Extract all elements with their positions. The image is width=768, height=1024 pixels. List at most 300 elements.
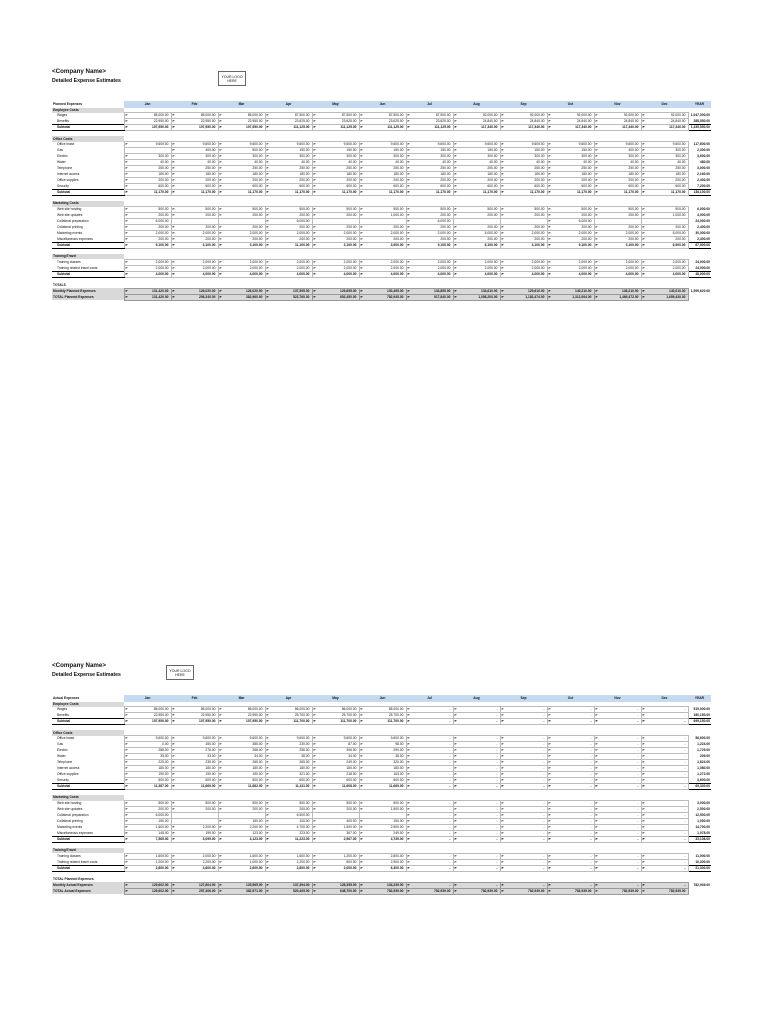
value-cell: ₱ 200.00 <box>171 213 218 219</box>
row-label: Benefits <box>57 713 69 718</box>
row-label: Collateral printing <box>57 819 83 824</box>
total-cell: ₱ 1,659,430.00 <box>641 294 688 300</box>
month-header: Jul <box>406 101 453 108</box>
value-cell: ₱ 249.00 <box>359 831 406 837</box>
total-cell: ₱ 782,939.00 <box>453 888 500 894</box>
value-cell: ₱ 23,625.00 <box>359 119 406 125</box>
value-cell: ₱ 180.00 <box>312 766 359 772</box>
year-total-cell: 1,729.00 <box>697 748 710 753</box>
subtotal-cell: ₱ 4,000.00 <box>171 271 218 277</box>
value-cell: ₱ 199.00 <box>171 831 218 837</box>
value-cell: ₱ 23,625.00 <box>312 119 359 125</box>
value-cell: ₱ - <box>406 825 453 831</box>
value-cell: ₱ 9,600.00 <box>453 142 500 148</box>
value-cell: ₱ 1,200.00 <box>265 859 312 865</box>
value-cell: ₱ 600.00 <box>124 778 171 784</box>
value-cell: ₱ 300.00 <box>594 154 641 160</box>
row-label: Collateral preparation <box>57 219 89 224</box>
value-cell: ₱ 200.00 <box>312 237 359 243</box>
value-cell: ₱ 6,000.00 <box>547 219 594 225</box>
value-cell: ₱ 22,950.00 <box>171 713 218 719</box>
year-total-cell: 12,500.00 <box>695 813 710 818</box>
value-cell: ₱ 200.00 <box>594 178 641 184</box>
value-cell: ₱ 24,840.00 <box>453 119 500 125</box>
value-cell: ₱ 85,000.00 <box>171 707 218 713</box>
subtotal-cell: ₱ 11,387.00 <box>124 784 171 790</box>
value-cell: ₱ - <box>594 766 641 772</box>
year-total-cell: 288,550.00 <box>693 119 710 124</box>
value-cell: ₱ - <box>594 742 641 748</box>
year-total-cell: 1,624.00 <box>697 760 710 765</box>
value-cell: ₱ 500.00 <box>218 801 265 807</box>
value-cell: ₱ 163.00 <box>359 772 406 778</box>
value-cell: ₱ 2,000.00 <box>500 265 547 271</box>
row-label: Web site updates <box>57 807 83 812</box>
subtotal-cell: ₱ 4,739.00 <box>359 837 406 843</box>
value-cell: ₱ 200.00 <box>547 213 594 219</box>
subtotal-cell: ₱ 11,170.00 <box>218 190 265 196</box>
total-cell: ₱ 129,695.00 <box>312 288 359 294</box>
value-cell: ₱ - <box>547 825 594 831</box>
subtotal-cell: ₱ 11,170.00 <box>359 190 406 196</box>
year-total-cell: 2,300.00 <box>697 148 710 153</box>
total-cell: ₱ - <box>453 882 500 888</box>
total-cell: ₱ 782,939.00 <box>359 888 406 894</box>
value-cell: ₱ 500.00 <box>124 801 171 807</box>
value-cell: ₱ 6,000.00 <box>406 219 453 225</box>
total-cell: ₱ 648,700.00 <box>312 888 359 894</box>
value-cell: ₱ 2,000.00 <box>312 231 359 237</box>
value-cell: ₱ 223.00 <box>265 831 312 837</box>
total-cell: ₱ 136,210.00 <box>594 288 641 294</box>
value-cell: ₱ 250.00 <box>500 166 547 172</box>
subtotal-cell: ₱ 11,223.00 <box>265 837 312 843</box>
value-cell: ₱ 200.00 <box>594 237 641 243</box>
value-cell: ₱ - <box>500 819 547 825</box>
company-name: <Company Name> <box>52 68 106 75</box>
value-cell: ₱ 256.00 <box>265 748 312 754</box>
value-cell: ₱ 250.00 <box>359 166 406 172</box>
year-total-cell: 1,047,000.00 <box>690 113 710 118</box>
value-cell: ₱ 180.00 <box>312 172 359 178</box>
subtotal-cell: ₱ 4,000.00 <box>641 271 688 277</box>
value-cell: ₱ 321.00 <box>265 772 312 778</box>
value-cell: ₱ - <box>547 707 594 713</box>
value-cell: ₱ - <box>453 713 500 719</box>
row-label: Telephone <box>57 760 73 765</box>
value-cell: ₱ 367.00 <box>312 831 359 837</box>
value-cell: ₱ 1,000.00 <box>641 213 688 219</box>
value-cell: ₱ 200.00 <box>218 225 265 231</box>
value-cell: ₱ - <box>594 831 641 837</box>
subtotal-label: Subtotal <box>52 125 124 131</box>
value-cell: ₱ - <box>406 742 453 748</box>
value-cell: ₱ - <box>453 742 500 748</box>
value-cell: ₱ 1,600.00 <box>265 853 312 859</box>
value-cell: ₱ 85,000.00 <box>218 707 265 713</box>
value-cell: ₱ 200.00 <box>171 178 218 184</box>
value-cell: ₱ 300.00 <box>265 154 312 160</box>
value-cell: ₱ 1,500.00 <box>359 807 406 813</box>
value-cell: ₱ 225.00 <box>124 760 171 766</box>
value-cell: ₱ 500.00 <box>265 801 312 807</box>
value-cell: ₱ - <box>641 760 688 766</box>
subtotal-cell: ₱ 2,600.00 <box>218 865 265 871</box>
value-cell: ₱ - <box>500 801 547 807</box>
value-cell: ₱ 300.00 <box>312 154 359 160</box>
value-cell: ₱ - <box>406 801 453 807</box>
value-cell: ₱ 2,000.00 <box>453 259 500 265</box>
value-cell: ₱ 500.00 <box>500 207 547 213</box>
value-cell: ₱ 2,000.00 <box>406 265 453 271</box>
value-cell: ₱ 250.00 <box>171 166 218 172</box>
value-cell: ₱ - <box>453 766 500 772</box>
value-cell: ₱ 600.00 <box>547 184 594 190</box>
value-cell: ₱ - <box>547 760 594 766</box>
total-label: TOTAL Planned Expenses <box>52 294 124 300</box>
subtotal-cell: ₱ 9,100.00 <box>124 243 171 249</box>
value-cell: ₱ 180.00 <box>171 766 218 772</box>
value-cell: ₱ 300.00 <box>171 154 218 160</box>
total-cell: ₱ 782,945.00 <box>359 294 406 300</box>
value-cell: ₱ 250.00 <box>265 166 312 172</box>
total-cell: ₱ - <box>406 882 453 888</box>
value-cell: ₱ 2,000.00 <box>594 259 641 265</box>
subtotal-cell: ₱ 6,900.00 <box>641 243 688 249</box>
subtotal-cell: ₱ 11,170.00 <box>406 190 453 196</box>
total-cell: ₱ 130,495.00 <box>359 288 406 294</box>
value-cell: ₱ 2,000.00 <box>218 265 265 271</box>
value-cell: ₱ - <box>594 778 641 784</box>
year-total-cell: 1,000.00 <box>697 819 710 824</box>
value-cell: ₱ 200.00 <box>171 225 218 231</box>
row-label: Electric <box>57 154 68 159</box>
subtotal-cell: ₱ 11,170.00 <box>500 190 547 196</box>
value-cell: ₱ 200.00 <box>594 225 641 231</box>
value-cell: ₱ 276.00 <box>171 748 218 754</box>
year-total-cell: 480.00 <box>699 160 710 165</box>
total-cell: ₱ 1,469,472.00 <box>594 294 641 300</box>
value-cell: ₱ - <box>500 742 547 748</box>
month-header: Jul <box>406 695 453 702</box>
subtotal-cell: ₱ 9,100.00 <box>406 243 453 249</box>
subtotal-cell: ₱ 4,000.00 <box>500 271 547 277</box>
value-cell: ₱ 40.00 <box>359 160 406 166</box>
total-row <box>52 294 711 300</box>
value-cell: ₱ 200.00 <box>500 225 547 231</box>
month-header: May <box>312 695 359 702</box>
value-cell: ₱ 180.00 <box>265 172 312 178</box>
value-cell: ₱ 180.00 <box>359 766 406 772</box>
month-header: Sep <box>500 695 547 702</box>
value-cell: ₱ 145.00 <box>124 831 171 837</box>
value-cell: ₱ 92,000.00 <box>641 113 688 119</box>
row-label: Internet access <box>57 766 80 771</box>
value-cell: ₱ - <box>641 819 688 825</box>
year-total-cell: 1,272.00 <box>697 772 710 777</box>
value-cell: ₱ - <box>641 853 688 859</box>
value-cell: ₱ 450.00 <box>171 742 218 748</box>
value-cell: ₱ - <box>641 748 688 754</box>
value-cell: ₱ - <box>453 801 500 807</box>
value-cell: ₱ - <box>641 825 688 831</box>
subtotal-cell: ₱ 111,125.00 <box>359 125 406 131</box>
subtotal-cell: ₱ 107,950.00 <box>218 125 265 131</box>
value-cell: ₱ 2,800.00 <box>359 853 406 859</box>
value-cell: ₱ 600.00 <box>218 184 265 190</box>
year-total-cell: 209.00 <box>699 754 710 759</box>
value-cell: ₱ 190.00 <box>218 772 265 778</box>
value-cell: ₱ 85,000.00 <box>218 113 265 119</box>
subtotal-cell: ₱ - <box>547 837 594 843</box>
subtotal-label: Subtotal <box>52 719 124 725</box>
value-cell: ₱ 200.00 <box>406 237 453 243</box>
subtotal-cell: ₱ 2,800.00 <box>124 865 171 871</box>
value-cell: ₱ - <box>406 707 453 713</box>
value-cell: ₱ 2,900.00 <box>359 859 406 865</box>
value-cell: ₱ 200.00 <box>171 237 218 243</box>
value-cell: ₱ - <box>594 807 641 813</box>
value-cell: ₱ - <box>594 707 641 713</box>
document-title: Detailed Expense Estimates <box>52 672 121 678</box>
value-cell: ₱ - <box>500 778 547 784</box>
value-cell: ₱ - <box>547 813 594 819</box>
value-cell: ₱ 200.00 <box>218 237 265 243</box>
value-cell: ₱ 0.00 <box>124 742 171 748</box>
row-label: Training classes <box>57 853 81 858</box>
total-cell: ₱ - <box>500 882 547 888</box>
value-cell: ₱ 300.00 <box>547 154 594 160</box>
value-cell: ₱ 180.00 <box>171 172 218 178</box>
subtotal-cell: ₱ 107,950.00 <box>171 719 218 725</box>
value-cell: ₱ 1,200.00 <box>124 859 171 865</box>
subtotal-cell: ₱ 3,099.00 <box>171 837 218 843</box>
value-cell: ₱ - <box>594 813 641 819</box>
value-cell: ₱ 24,840.00 <box>594 119 641 125</box>
subtotal-cell: ₱ 111,125.00 <box>312 125 359 131</box>
value-cell: ₱ 40.00 <box>312 160 359 166</box>
value-cell: ₱ 500.00 <box>312 207 359 213</box>
month-header: Jan <box>124 101 171 108</box>
value-cell: ₱ 6,000.00 <box>124 813 171 819</box>
value-cell: ₱ 1,600.00 <box>124 853 171 859</box>
subtotal-label: Subtotal <box>52 784 124 790</box>
value-cell: ₱ - <box>594 825 641 831</box>
value-cell: ₱ - <box>641 801 688 807</box>
value-cell: ₱ 2,000.00 <box>359 259 406 265</box>
value-cell: ₱ 92,000.00 <box>453 113 500 119</box>
row-label: Internet access <box>57 172 80 177</box>
total-cell: ₱ 126,020.00 <box>171 288 218 294</box>
year-total-cell: 56,600.00 <box>695 736 710 741</box>
value-cell: ₱ 9,600.00 <box>312 142 359 148</box>
subtotal-cell: ₱ 2,800.00 <box>265 865 312 871</box>
value-cell: ₱ 25,700.00 <box>265 713 312 719</box>
value-cell: ₱ 250.00 <box>124 166 171 172</box>
value-cell: ₱ 2,500.00 <box>359 825 406 831</box>
subtotal-label: Subtotal <box>52 865 124 871</box>
month-header: Oct <box>547 695 594 702</box>
value-cell: ₱ 190.00 <box>124 772 171 778</box>
total-cell: ₱ 125,565.00 <box>218 882 265 888</box>
year-total-cell: 24,000.00 <box>695 259 710 264</box>
section-title: Employee Costs <box>52 108 124 113</box>
month-header: Dec <box>641 101 688 108</box>
value-cell: ₱ 235.00 <box>171 760 218 766</box>
value-cell: ₱ 300.00 <box>218 154 265 160</box>
row-label: Office supplies <box>57 772 79 777</box>
month-header: May <box>312 101 359 108</box>
value-cell: ₱ 150.00 <box>218 819 265 825</box>
subtotal-cell: ₱ 111,700.00 <box>312 719 359 725</box>
month-header: Apr <box>265 695 312 702</box>
value-cell: ₱ - <box>406 807 453 813</box>
value-cell: ₱ 200.00 <box>312 178 359 184</box>
value-cell: ₱ 6,000.00 <box>265 219 312 225</box>
value-cell: ₱ - <box>406 813 453 819</box>
subtotal-cell: ₱ 2,000.00 <box>312 865 359 871</box>
value-cell: ₱ 306.00 <box>312 748 359 754</box>
value-cell: ₱ 5,000.00 <box>453 231 500 237</box>
value-cell: ₱ 400.00 <box>171 148 218 154</box>
value-cell: ₱ 22,950.00 <box>124 119 171 125</box>
total-cell: ₱ - <box>641 882 688 888</box>
value-cell: ₱ - <box>594 853 641 859</box>
subtotal-cell: ₱ 117,340.00 <box>453 125 500 131</box>
month-header: Jun <box>359 101 406 108</box>
value-cell: ₱ 600.00 <box>359 184 406 190</box>
row-label: Gas <box>57 742 64 747</box>
month-header: Nov <box>594 695 641 702</box>
row-label: Marketing events <box>57 231 83 236</box>
value-cell: ₱ - <box>594 760 641 766</box>
value-cell: ₱ 40.00 <box>641 160 688 166</box>
subtotal-year-cell: 699,150.00 <box>688 719 711 725</box>
row-label: Training related travel costs <box>57 859 98 864</box>
total-cell: ₱ 782,939.00 <box>500 888 547 894</box>
value-cell: ₱ 9,600.00 <box>124 736 171 742</box>
value-cell: ₱ - <box>406 853 453 859</box>
subtotal-cell: ₱ - <box>406 784 453 790</box>
value-cell: ₱ 2,000.00 <box>124 259 171 265</box>
value-cell: ₱ 200.00 <box>265 807 312 813</box>
value-cell: ₱ 250.00 <box>218 166 265 172</box>
row-label: Water <box>57 160 66 165</box>
subtotal-cell: ₱ 3,100.00 <box>500 243 547 249</box>
subtotal-label: Subtotal <box>52 190 124 196</box>
value-cell: ₱ - <box>500 754 547 760</box>
subtotal-cell: ₱ 11,669.00 <box>359 784 406 790</box>
subtotal-label: Subtotal <box>52 243 124 249</box>
value-cell: ₱ - <box>594 772 641 778</box>
total-cell: ₱ 652,450.00 <box>312 294 359 300</box>
subtotal-cell: ₱ 117,340.00 <box>641 125 688 131</box>
row-label: Collateral printing <box>57 225 83 230</box>
total-row <box>52 888 711 894</box>
value-cell: ₱ 180.00 <box>453 172 500 178</box>
row-label: Electric <box>57 748 68 753</box>
value-cell: ₱ 190.00 <box>359 819 406 825</box>
total-cell: ₱ 256,240.00 <box>171 294 218 300</box>
subtotal-cell: ₱ - <box>641 865 688 871</box>
value-cell: ₱ 600.00 <box>265 184 312 190</box>
value-cell: ₱ - <box>547 853 594 859</box>
value-cell: ₱ - <box>641 736 688 742</box>
subtotal-cell: ₱ 111,125.00 <box>265 125 312 131</box>
value-cell: ₱ 600.00 <box>171 184 218 190</box>
subtotal-cell: ₱ 11,170.00 <box>453 190 500 196</box>
total-year-cell <box>688 888 711 894</box>
value-cell: ₱ 22,950.00 <box>124 713 171 719</box>
total-cell: ₱ 522,760.00 <box>265 294 312 300</box>
total-year-cell: 1,599,620.00 <box>688 288 711 294</box>
value-cell: ₱ 2,000.00 <box>171 265 218 271</box>
value-cell: ₱ 180.00 <box>500 172 547 178</box>
value-cell: ₱ 85,000.00 <box>171 113 218 119</box>
subtotal-cell: ₱ 11,170.00 <box>594 190 641 196</box>
value-cell: ₱ 200.00 <box>124 178 171 184</box>
total-cell: ₱ 257,406.00 <box>171 888 218 894</box>
value-cell: ₱ 300.00 <box>453 154 500 160</box>
year-total-cell: 3,600.00 <box>697 154 710 159</box>
value-cell: ₱ 4,700.00 <box>265 825 312 831</box>
row-label: Office lease <box>57 142 75 147</box>
total-cell: ₱ 137,595.00 <box>265 288 312 294</box>
subtotal-cell: ₱ 4,000.00 <box>453 271 500 277</box>
totals-header: TOTALS <box>53 283 66 288</box>
subtotal-year-cell: 48,000.00 <box>688 271 711 277</box>
subtotal-cell: ₱ 4,000.00 <box>547 271 594 277</box>
value-cell: ₱ 230.00 <box>265 742 312 748</box>
value-cell: ₱ 9,600.00 <box>171 142 218 148</box>
subtotal-cell: ₱ - <box>453 719 500 725</box>
value-cell: ₱ 2,000.00 <box>312 265 359 271</box>
value-cell: ₱ 2,000.00 <box>594 231 641 237</box>
value-cell: ₱ 2,200.00 <box>218 825 265 831</box>
planned-expenses-table <box>52 101 711 301</box>
value-cell: ₱ 85,000.00 <box>124 707 171 713</box>
value-cell: ₱ 2,000.00 <box>171 259 218 265</box>
value-cell: ₱ 500.00 <box>359 801 406 807</box>
value-cell: ₱ 200.00 <box>359 178 406 184</box>
subtotal-cell: ₱ 3,100.00 <box>312 243 359 249</box>
subtotal-cell: ₱ - <box>500 719 547 725</box>
value-cell: ₱ 2,000.00 <box>265 265 312 271</box>
value-cell: ₱ 200.00 <box>500 213 547 219</box>
value-cell: ₱ 265.00 <box>218 760 265 766</box>
value-cell: ₱ 385.00 <box>218 742 265 748</box>
value-cell: ₱ 2,000.00 <box>359 265 406 271</box>
value-cell: ₱ 87,500.00 <box>406 113 453 119</box>
row-label: Collateral preparation <box>57 813 89 818</box>
subtotal-cell: ₱ 107,950.00 <box>124 125 171 131</box>
value-cell: ₱ - <box>500 748 547 754</box>
value-cell: ₱ 180.00 <box>218 172 265 178</box>
value-cell: ₱ 250.00 <box>453 166 500 172</box>
value-cell: ₱ 218.00 <box>312 772 359 778</box>
year-total-cell: 2,160.00 <box>697 172 710 177</box>
value-cell: ₱ - <box>594 754 641 760</box>
value-cell: ₱ 2,200.00 <box>171 859 218 865</box>
value-cell: ₱ 100.00 <box>265 819 312 825</box>
value-cell: ₱ - <box>500 859 547 865</box>
value-cell: ₱ 9,600.00 <box>124 142 171 148</box>
value-cell: ₱ 150.00 <box>359 148 406 154</box>
value-cell: ₱ 180.00 <box>124 172 171 178</box>
year-total-cell: 10,300.00 <box>695 859 710 864</box>
subtotal-cell: ₱ - <box>547 784 594 790</box>
row-label: Gas <box>57 148 64 153</box>
